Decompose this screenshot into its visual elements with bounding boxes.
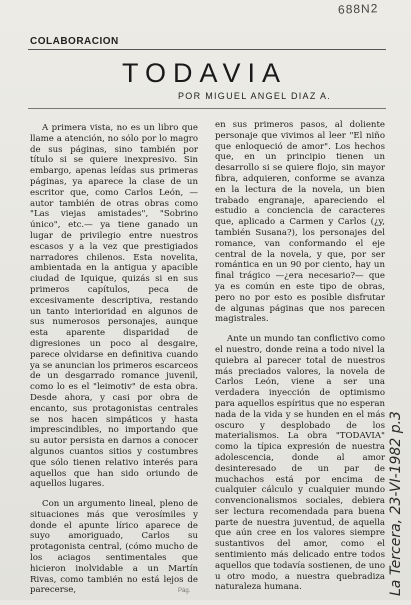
paragraph: Con un argumento lineal, pleno de situaciones más que verosímiles y donde el apunte lírico aparece de suyo amoriguado, Carlos su protagonista central, (cómo mucho de los aciagos sentimentales que hicieron inolvidable a un Martín Rivas, como también no está lejos de parecerse, [30,499,198,596]
footer-mark: Pág. [178,588,191,594]
right-column [215,120,385,602]
article-byline: POR MIGUEL ANGEL DIAZ A. [178,91,332,101]
archive-code: 688N2 [337,1,379,17]
paragraph: A primera vista, no es un libro que llame a atención, no sólo por lo magro de sus páginas, sino también por título si se quiere inexpresivo. Sin embargo, apenas leídas sus primeras páginas, ya aparece la clase de un escritor que, como Carlos León, —autor también de otras obras como "Las viejas amistades", "Sobrino único", etc.— ya tiene ganado un lugar de privilegio entre nuestros escasos y a la vez que prestigiados narradores chilenos. Esta novelita, ambientada en la antigua y apacible ciudad de Iquique, quizás si en sus primeros capítulos, peca de excesivamente descriptiva, restando un tanto interioridad en algunos de sus numerosos personajes, aunque esta aparente disparidad de digresiones un poco al desgaire, parece olvidarse en definitiva cuando ya se anuncian los primeros escarceos de un desgarrado romance juvenil, como lo es el "leimotiv" de esta obra. Desde ahora, y casi por obra de encanto, sus protagonistas centrales se nos hacen simpáticos y hasta imprescindibles, no importando que su autor persista en darnos a conocer algunos cuantos sitios y costumbres que sólo tienen relativo interés para aquellos que han sido oriundo de aquellos lugares. [30,123,198,490]
article-title: TODAVIA [122,58,288,88]
left-column [30,123,198,605]
bottom-rule [28,108,386,109]
section-label: COLABORACION [30,36,119,47]
handwritten-source-note: La Tercera, 23-VI-1982 p.3 [388,411,404,596]
paragraph: Ante un mundo tan conflictivo como el nuestro, donde reina a todo nivel la quiebra al parecer total de nuestros más preciados valores, la novela de Carlos León, viene a ser una verdadera inyección de optimismo para aquellos espíritus que no esperan nada de la vida y se hunden en el más oscuro y desplobado de los materialismos. La obra "TODAVIA" como la típica expresión de nuestra adolescencia, donde al amor desinteresado de un par de muchachos está por encima de cualquier cálculo y cualquier mundo convencionalismos sociales, debiera ser lectura recomendada para buena parte de nuestra juventud, de aquella que aún cree en los valores siempre sustantivos del amor, como el sentimiento más delicado entre todos aquellos que todavía sostienen, de uno u otro modo, a nuestra quebradiza naturaleza humana. [215,334,385,593]
paragraph: en sus primeros pasos, al doliente personaje que vivimos al leer "El niño que enloqueció de amor". Los hechos que, en un principio tienen un desarrollo si se quiere flojo, sin mayor fibra, adquieren, conforme se avanza en la lectura de la novela, un bien trabado engranaje, apareciendo el estudio a conciencia de caracteres que, aplicado a Carmen y Carlos (¿y, también Susana?), los personajes del romance, van conformando el eje central de la novela, y que, por ser romántica en un 90 por ciento, hay un final trágico —¿era necesario?— que ya es común en este tipo de obras, pero no por esto es posible disfrutar de algunas páginas que nos parecen magistrales. [215,120,385,325]
top-rule [28,49,386,50]
